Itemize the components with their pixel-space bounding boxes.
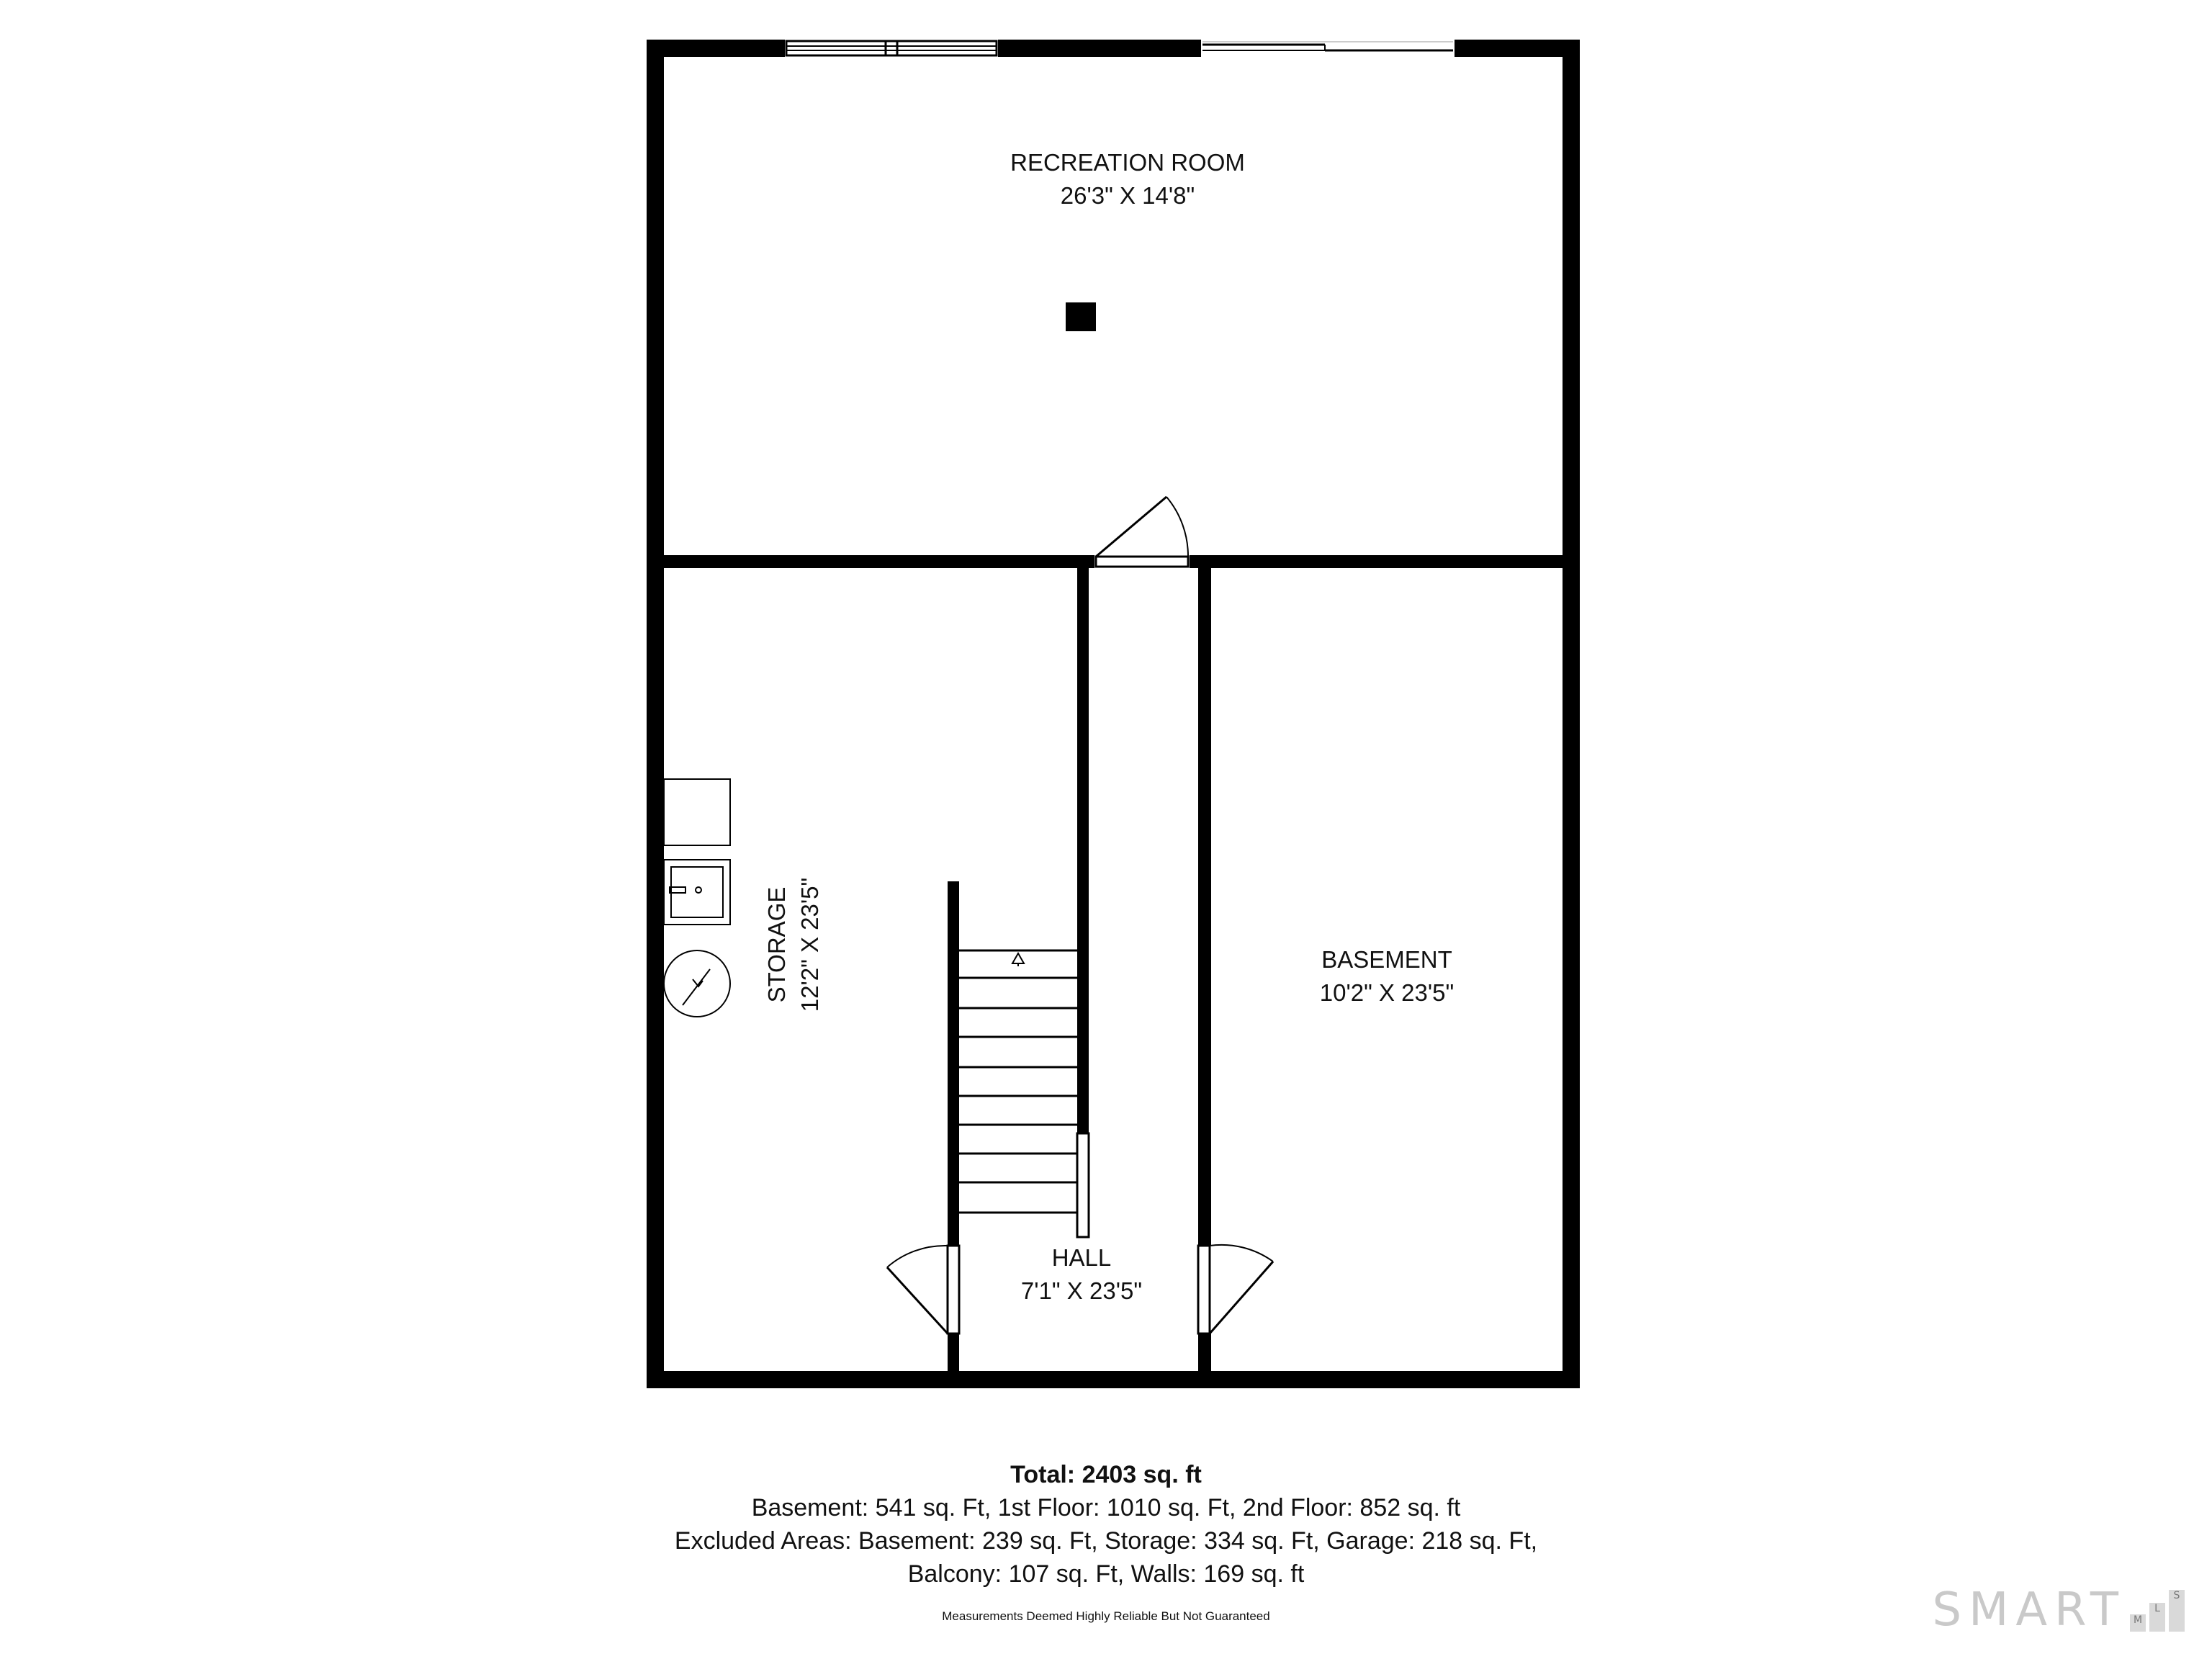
area-summary	[0, 1458, 2212, 1624]
total-area: Total: 2403 sq. ft	[1010, 1461, 1202, 1488]
room-label-hall	[974, 1241, 1190, 1308]
room-name: STORAGE	[763, 886, 790, 1003]
excluded-areas: Excluded Areas: Basement: 239 sq. Ft, Storage: 334 sq. Ft, Garage: 218 sq. Ft,	[674, 1527, 1538, 1555]
room-name: RECREATION ROOM	[1010, 149, 1245, 176]
excluded-areas-cont: Balcony: 107 sq. Ft, Walls: 169 sq. ft	[907, 1560, 1305, 1588]
room-name: BASEMENT	[1321, 946, 1452, 973]
support-column	[1066, 302, 1096, 331]
floor-areas: Basement: 541 sq. Ft, 1st Floor: 1010 sq. Ft, 2nd Floor: 852 sq. ft	[751, 1494, 1461, 1521]
storage-fixtures	[664, 779, 730, 1017]
logo-letter: M	[2130, 1614, 2146, 1632]
room-label-recreation	[962, 146, 1293, 212]
logo-letter: S	[2169, 1590, 2185, 1632]
outer-walls	[647, 40, 1580, 1388]
room-label-storage	[760, 815, 827, 1074]
room-dimensions: 10'2" X 23'5"	[1319, 979, 1455, 1006]
room-label-basement	[1257, 943, 1516, 1010]
door-storage	[887, 1246, 959, 1334]
logo-blocks	[2130, 1590, 2185, 1632]
staircase	[959, 950, 1077, 1217]
room-dimensions: 12'2" X 23'5"	[796, 877, 823, 1012]
logo-word: SMART	[1932, 1583, 2126, 1637]
stair-rail	[1077, 1133, 1089, 1237]
stair-direction-arrow-icon	[1012, 953, 1024, 966]
logo-letter: L	[2149, 1603, 2165, 1632]
door-basement	[1198, 1245, 1273, 1334]
room-dimensions: 7'1" X 23'5"	[1020, 1277, 1143, 1304]
room-name: HALL	[1051, 1244, 1112, 1271]
disclaimer: Measurements Deemed Highly Reliable But Not Guaranteed	[942, 1609, 1270, 1623]
door-recreation-hall	[1096, 497, 1188, 567]
room-dimensions: 26'3" X 14'8"	[1060, 182, 1195, 209]
window-top-left	[785, 38, 998, 58]
smart-mls-logo	[1932, 1583, 2185, 1637]
sliding-door-top-right	[1201, 38, 1455, 58]
appliance-box	[664, 779, 730, 845]
